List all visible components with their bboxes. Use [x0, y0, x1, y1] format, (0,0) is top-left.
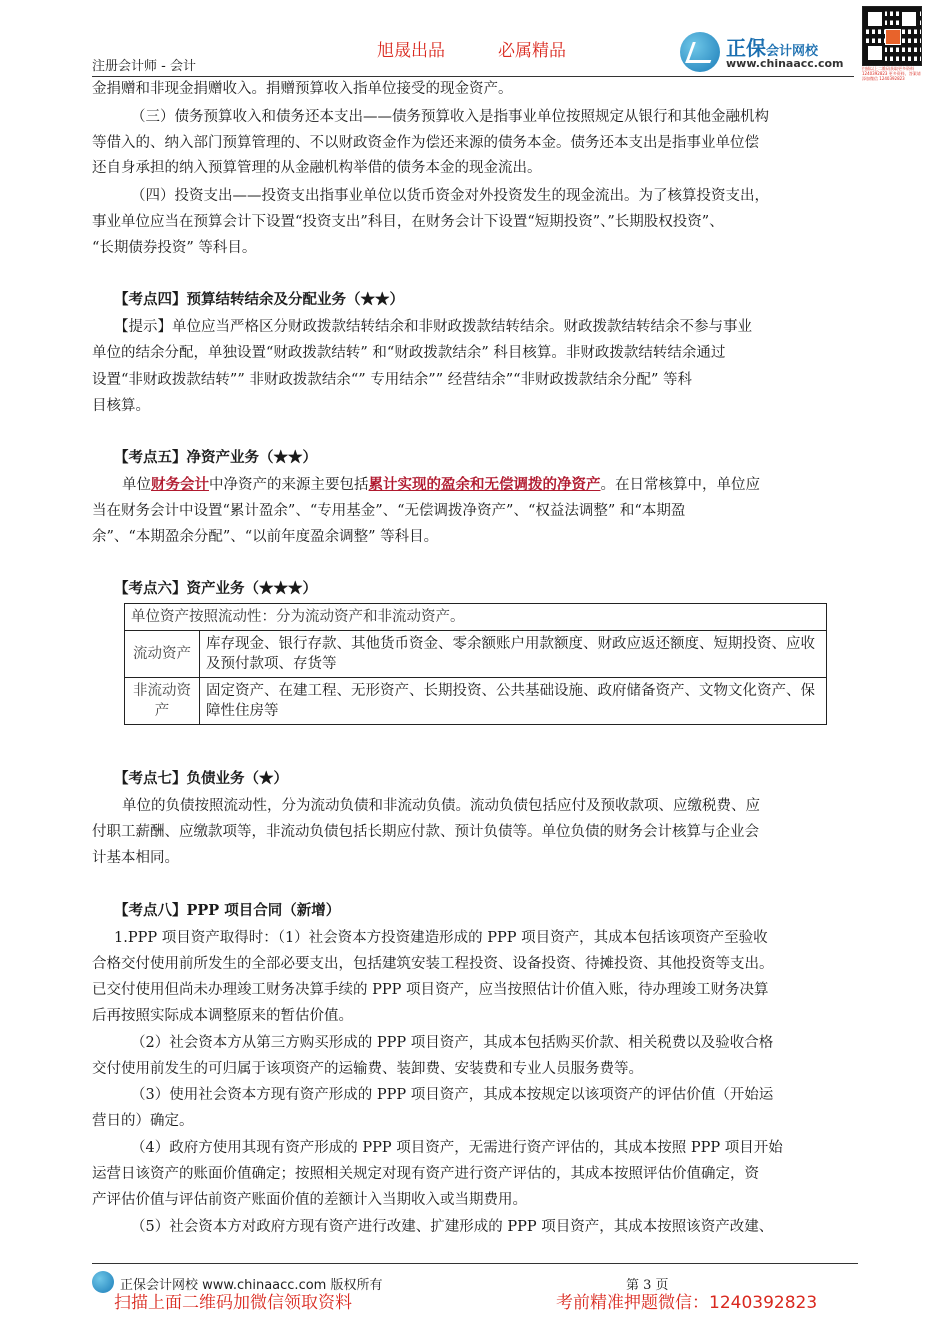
- text-line: 还自身承担的纳入预算管理的从金融机构举借的债务本金的现金流出。: [92, 160, 542, 176]
- section-heading-5: 【考点五】净资产业务（★★）: [114, 449, 317, 466]
- asset-table-header: 单位资产按照流动性：分为流动资产和非流动资产。: [125, 604, 827, 631]
- text-line: 运营日该资产的账面价值确定；按照相关规定对现有资产进行资产评估的，其成本按照评估价值确定，资: [92, 1166, 759, 1182]
- text-line: （四）投资支出——投资支出指事业单位以货币资金对外投资发生的现金流出。为了核算投资支出，: [131, 188, 769, 204]
- asset-table: [124, 603, 827, 725]
- footer-promo-right: 考前精准押题微信：1240392823: [556, 1293, 818, 1313]
- text-line: 余”、“本期盈余分配”、“以前年度盈余调整” 等科目。: [92, 529, 439, 545]
- asset-items: 固定资产、在建工程、无形资产、长期投资、公共基础设施、政府储备资产、文物文化资产、保障性住房等: [200, 678, 827, 725]
- text-line: 单位的结余分配，单独设置“财政拨款结转” 和“财政拨款结余” 科目核算。非财政拨款结转结余通过: [92, 345, 726, 361]
- text-line: 【提示】单位应当严格区分财政拨款结转结余和非财政拨款结转结余。财政拨款结转结余不参与事业: [114, 319, 752, 335]
- logo-mark-icon: [680, 32, 720, 72]
- header-divider: [92, 76, 854, 77]
- text-line: 单位的负债按照流动性，分为流动负债和非流动负债。流动负债包括应付及预收款项、应缴税费、应: [122, 798, 760, 814]
- footer-divider: [92, 1263, 858, 1264]
- text-line: 当在财务会计中设置“累计盈余”、“专用基金”、“无偿调拨净资产”、“权益法调整” 和“本期盈: [92, 503, 686, 519]
- text-line: 已交付使用但尚未办理竣工财务决算手续的 PPP 项目资产，应当按照估计价值入账，待办理竣工财务决算: [92, 982, 769, 998]
- text-line: “长期债券投资” 等科目。: [92, 240, 257, 256]
- text-line: （5）社会资本方对政府方现有资产进行改建、扩建形成的 PPP 项目资产，其成本按照该资产改建、: [131, 1219, 774, 1235]
- text-line: 目核算。: [92, 398, 150, 414]
- text-line: 金捐赠和非现金捐赠收入。捐赠预算收入指单位接受的现金资产。: [92, 81, 513, 97]
- table-row: [125, 631, 827, 678]
- table-row: [125, 678, 827, 725]
- section-heading-7: 【考点七】负债业务（★）: [114, 770, 288, 787]
- slogan-right: 必属精品: [498, 41, 566, 61]
- logo-name: 正保会计网校: [726, 36, 819, 60]
- asset-items: 库存现金、银行存款、其他货币资金、零余额账户用款额度、财政应返还额度、短期投资、应收及预付款项、存货等: [200, 631, 827, 678]
- section-heading-8: 【考点八】PPP 项目合同（新增）: [114, 902, 341, 919]
- text-line: 付职工薪酬、应缴款项等，非流动负债包括长期应付款、预计负债等。单位负债的财务会计核算与企业会: [92, 824, 759, 840]
- page-number: 第 3 页: [626, 1278, 669, 1293]
- text-line: 合格交付使用前所发生的全部必要支出，包括建筑安装工程投资、设备投资、待摊投资、其他投资等支出。: [92, 956, 774, 972]
- text-line: 等借入的、纳入部门预算管理的、不以财政资金作为偿还来源的债务本金。债务还本支出是指事业单位偿: [92, 135, 759, 151]
- qr-code-icon: [862, 6, 922, 66]
- text-line: （三）债务预算收入和债务还本支出——债务预算收入是指事业单位按照规定从银行和其他金融机构: [131, 109, 769, 125]
- text-line: （4）政府方使用其现有资产形成的 PPP 项目资产，无需进行资产评估的，其成本按照 PPP 项目开始: [131, 1140, 783, 1156]
- text-line: 产评估价值与评估前资产账面价值的差额计入当期收入或当期费用。: [92, 1192, 527, 1208]
- asset-type: 流动资产: [125, 631, 200, 678]
- text-line: 设置“非财政拨款结转”” 非财政拨款结余“” 专用结余”” 经营结余”“非财政拨款结余分配” 等科: [92, 372, 693, 388]
- net-asset-source-link[interactable]: 累计实现的盈余和无偿调拨的净资产: [368, 476, 601, 493]
- footer-promo-left: 扫描上面二维码加微信领取资料: [114, 1293, 352, 1313]
- slogan-left: 旭晟出品: [377, 41, 445, 61]
- finance-accounting-link[interactable]: 财务会计: [151, 476, 209, 493]
- chinaacc-logo: [680, 32, 858, 72]
- footer-logo-icon: [92, 1271, 114, 1293]
- text-line: 营日的）确定。: [92, 1113, 194, 1129]
- qr-note: 扫描以上二维码获取更多资料 1240392823 更多资料、答案请添加微信 1240392823: [862, 66, 921, 81]
- logo-url: www.chinaacc.com: [726, 57, 844, 70]
- subject-title: 注册会计师 - 会计: [92, 59, 196, 74]
- text-line: 事业单位应当在预算会计下设置“投资支出”科目，在财务会计下设置“短期投资”、”长期股权投资”、: [92, 214, 724, 230]
- text-line: 计基本相同。: [92, 850, 179, 866]
- text-line: 后再按照实际成本调整原来的暂估价值。: [92, 1008, 353, 1024]
- text-line: （2）社会资本方从第三方购买形成的 PPP 项目资产，其成本包括购买价款、相关税费以及验收合格: [131, 1035, 774, 1051]
- section-heading-6: 【考点六】资产业务（★★★）: [114, 580, 317, 597]
- qr-center-badge-icon: [885, 29, 901, 45]
- text-line: 1.PPP 项目资产取得时：（1）社会资本方投资建造形成的 PPP 项目资产，其成本包括该项资产至验收: [114, 930, 768, 946]
- text-line: 单位财务会计中净资产的来源主要包括累计实现的盈余和无偿调拨的净资产。在日常核算中，单位应: [122, 476, 760, 493]
- text-line: （3）使用社会资本方现有资产形成的 PPP 项目资产，其成本按规定以该项资产的评估价值（开始运: [131, 1087, 774, 1103]
- footer-copyright: 正保会计网校 www.chinaacc.com 版权所有: [120, 1278, 383, 1293]
- table-row: [125, 604, 827, 631]
- asset-type: 非流动资产: [125, 678, 200, 725]
- text-line: 交付使用前发生的可归属于该项资产的运输费、装卸费、安装费和专业人员服务费等。: [92, 1061, 643, 1077]
- section-heading-4: 【考点四】预算结转结余及分配业务（★★）: [114, 291, 404, 308]
